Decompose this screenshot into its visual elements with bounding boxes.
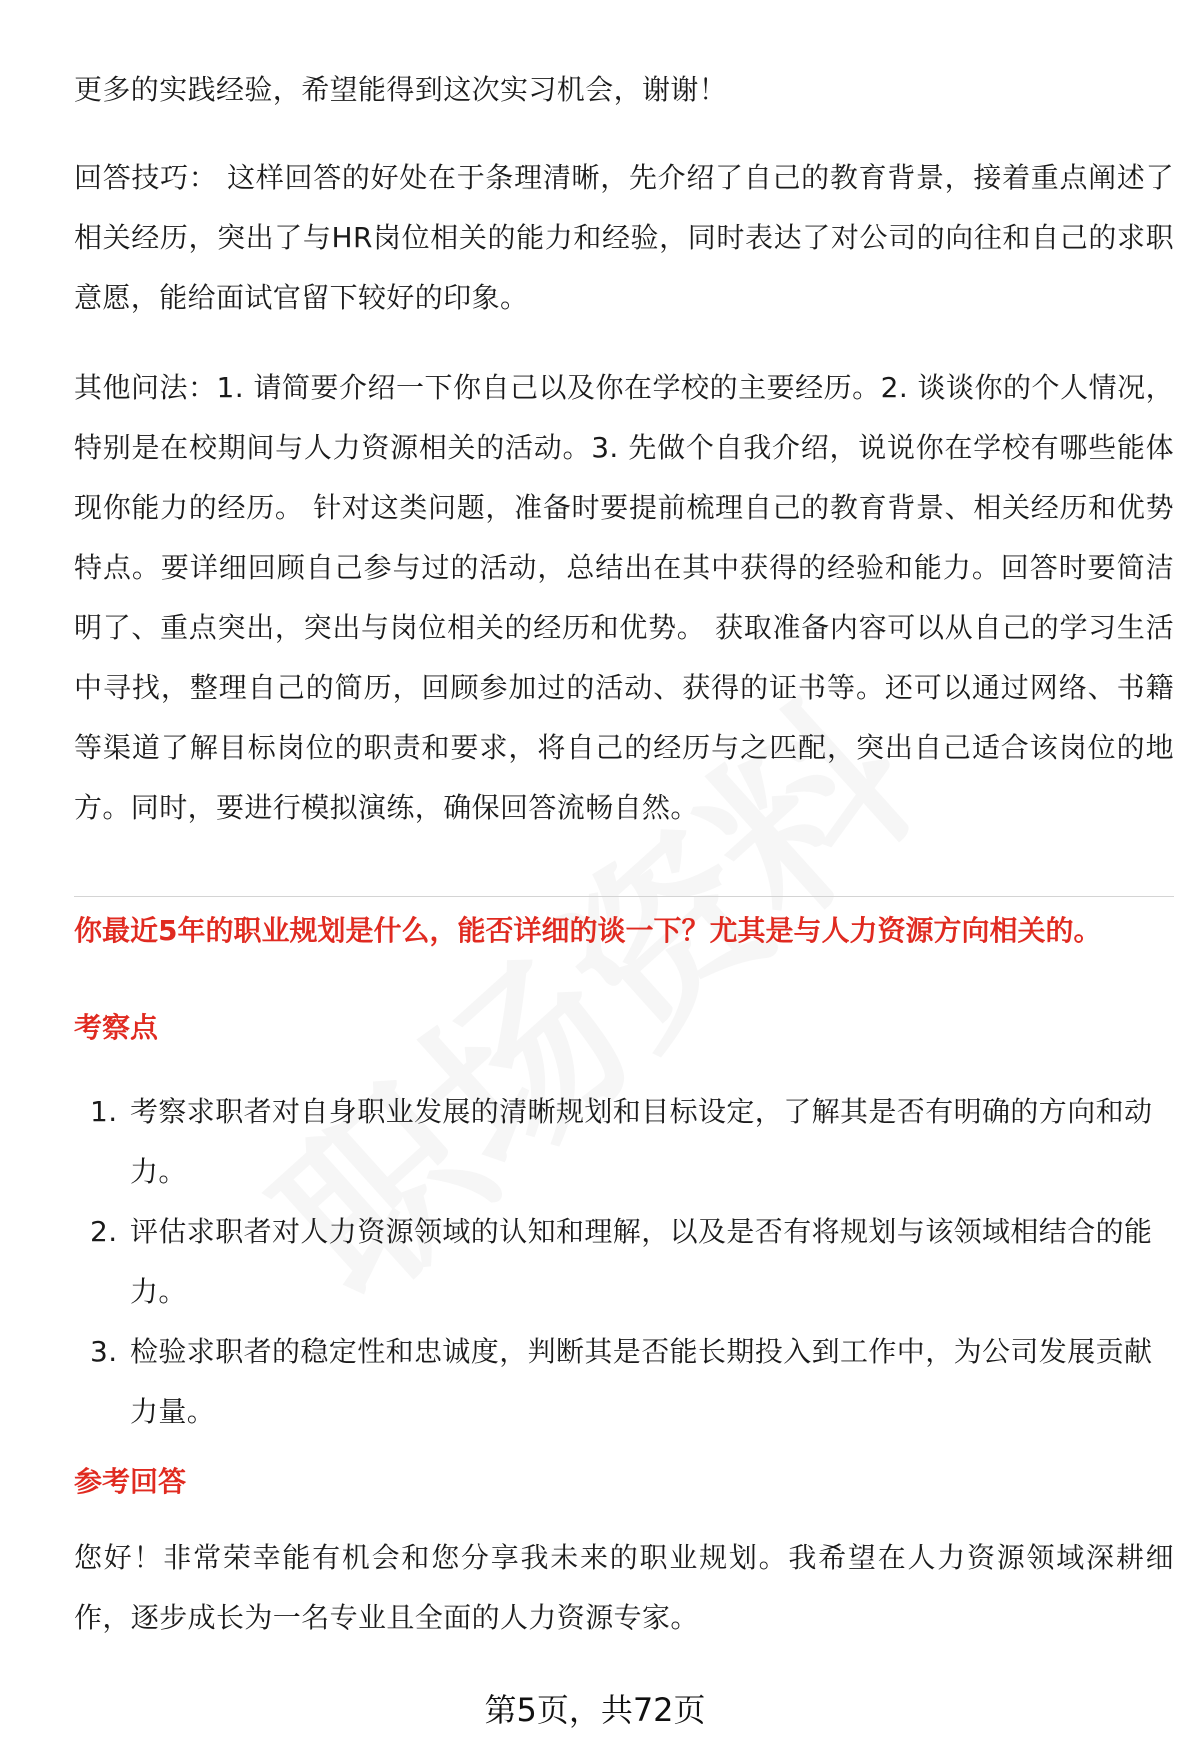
list-item-text: 检验求职者的稳定性和忠诚度，判断其是否能长期投入到工作中，为公司发展贡献力量。 <box>130 1335 1153 1428</box>
intro-continuation: 更多的实践经验，希望能得到这次实习机会，谢谢！ <box>74 73 728 106</box>
upper-content <box>74 60 1174 838</box>
assessment-list <box>74 1082 1174 1442</box>
section-divider <box>74 896 1174 897</box>
reference-answer-text: 您好！非常荣幸能有机会和您分享我未来的职业规划。我希望在人力资源领域深耕细作，逐步成长为一名专业且全面的人力资源专家。 <box>74 1541 1174 1634</box>
list-item-text: 考察求职者对自身职业发展的清晰规划和目标设定，了解其是否有明确的方向和动力。 <box>130 1095 1153 1188</box>
list-item-number: 3. <box>90 1335 118 1368</box>
question-heading: 你最近5年的职业规划是什么，能否详细的谈一下？尤其是与人力资源方向相关的。 <box>74 914 1102 947</box>
list-item-text: 评估求职者对人力资源领域的认知和理解，以及是否有将规划与该领域相结合的能力。 <box>130 1215 1153 1308</box>
page-footer: 第5页，共72页 <box>484 1691 706 1729</box>
other-asks: 其他问法：1. 请简要介绍一下你自己以及你在学校的主要经历。2. 谈谈你的个人情况，特别是在校期间与人力资源相关的活动。3. 先做个自我介绍，说说你在学校有哪些能体现你能力的经历。 针对这类问题，准备时要提前梳理自己的教育背景、相关经历和优势特点。要详细回顾自己参与过的活动，总结出在其中获得的经验和能力。回答时要简洁明了、重点突出，突出与岗位相关的经历和优势。 获取准备内容可以从自己的学习生活中寻找，整理自己的简历，回顾参加过的活动、获得的证书等。还可以通过网络、书籍等渠道了解目标岗位的职责和要求，将自己的经历与之匹配，突出自己适合该岗位的地方。同时，要进行模拟演练，确保回答流畅自然。 <box>74 371 1174 824</box>
answer-tips: 回答技巧： 这样回答的好处在于条理清晰，先介绍了自己的教育背景，接着重点阐述了相关经历，突出了与HR岗位相关的能力和经验，同时表达了对公司的向往和自己的求职意愿，能给面试官留下较好的印象。 <box>74 161 1174 314</box>
list-item-number: 1. <box>90 1095 118 1128</box>
list-item <box>74 1082 1174 1202</box>
list-item-number: 2. <box>90 1215 118 1248</box>
reference-answer <box>74 1528 1174 1648</box>
list-item <box>74 1322 1174 1442</box>
reference-heading: 参考回答 <box>74 1465 187 1498</box>
list-item <box>74 1202 1174 1322</box>
assessment-heading: 考察点 <box>74 1011 159 1044</box>
